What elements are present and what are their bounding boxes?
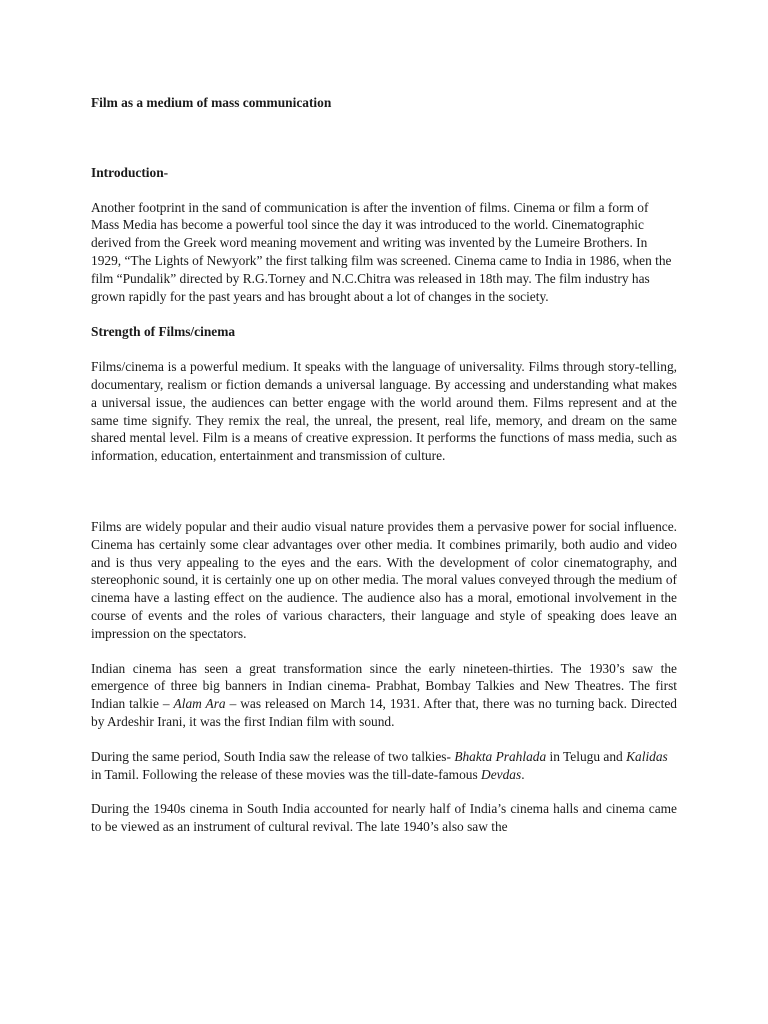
south-india-text-1: During the same period, South India saw the release of two talkies- — [91, 748, 455, 764]
strength-paragraph-2: Films are widely popular and their audio visual nature provides them a pervasive power for social influence. Cinema has certainly some clear advantages over other media. It combines primarily, both audio and video and is thus very appealing to the eyes and the ears. With the development of color cinematography, and stereophonic sound, it is certainly one up on other media. The moral values conveyed through the medium of cinema have a lasting effect on the audience. The audience also has a moral, emotional involvement in the course of events and the roles of various characters, their language and style of speaking does leave an impression on the spectators. — [91, 518, 677, 641]
south-india-text-4: . — [521, 766, 525, 782]
film-title-bhakta-prahlada: Bhakta Prahlada — [454, 748, 547, 764]
introduction-paragraph: Another footprint in the sand of communication is after the invention of films. Cinema or film a form of Mass Media has become a powerful tool since the day it was introduced to the world. Cinematographic derived from the Greek word meaning movement and writing was invented by the Lumeire Brothers. In 1929, “The Lights of Newyork” the first talking film was screened. Cinema came to India in 1986, when the film “Pundalik” directed by R.G.Torney and N.C.Chitra was released in 18th may. The film industry has grown rapidly for the past years and has brought about a lot of changes in the society. — [91, 199, 672, 304]
indian-cinema-text-1: Indian cinema has seen a great transformation since the early nineteen-thirties. The 1930’s saw the emergence of three big banners in Indian cinema- Prabhat, Bombay Talkies and New Theatres. The first Indian talkie – — [91, 660, 677, 712]
south-india-paragraph — [91, 748, 677, 784]
south-india-text-3: in Tamil. Following the release of these movies was the till-date-famous — [91, 766, 482, 782]
strength-heading: Strength of Films/cinema — [91, 324, 236, 340]
introduction-heading: Introduction- — [91, 164, 169, 180]
document-title: Film as a medium of mass communication — [91, 95, 332, 110]
1940s-paragraph: During the 1940s cinema in South India accounted for nearly half of India’s cinema halls and cinema came to be viewed as an instrument of cultural revival. The late 1940’s also saw the — [91, 801, 677, 835]
film-title-devdas: Devdas — [481, 766, 522, 782]
film-title-kalidas: Kalidas — [626, 748, 668, 764]
south-india-text-2: in Telugu and — [546, 748, 627, 764]
strength-paragraph-1: Films/cinema is a powerful medium. It speaks with the language of universality. Films through story-telling, documentary, realism or fiction demands a universal language. By accessing and understanding what makes a universal issue, the audiences can better engage with the world around them. Films represent and at the same time signify. They remix the real, the unreal, the present, real life, memory, and dream on the same shared mental level. Film is a means of creative expression. It performs the functions of mass media, such as information, education, entertainment and transmission of culture. — [91, 359, 677, 464]
indian-cinema-text-2: – was released on March 14, 1931. After that, there was no turning back. Directed by Ardeshir Irani, it was the first Indian film with sound. — [91, 696, 677, 729]
film-title-alam-ara: Alam Ara — [173, 696, 226, 712]
document-body — [91, 94, 677, 836]
indian-cinema-paragraph — [91, 660, 677, 731]
